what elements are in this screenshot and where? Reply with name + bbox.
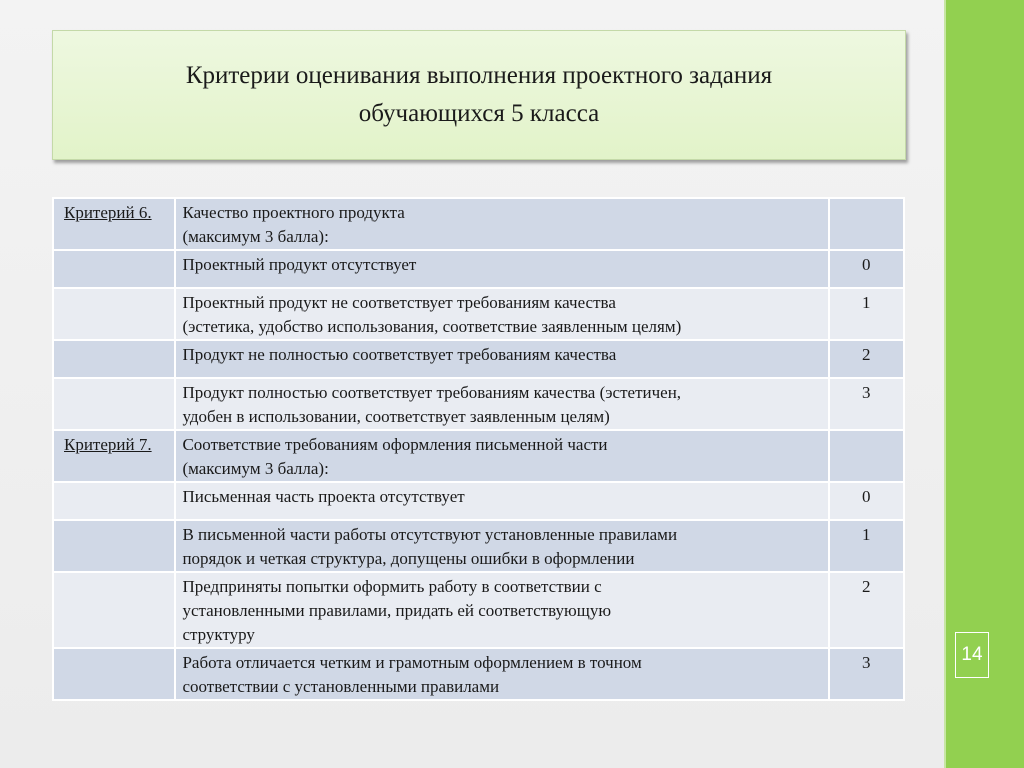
score-cell: 2: [829, 340, 904, 378]
criterion-label: [60, 383, 64, 402]
criterion-description: Проектный продукт отсутствует: [175, 250, 828, 288]
slide-title: Критерии оценивания выполнения проектного задания обучающихся 5 класса: [185, 62, 773, 127]
criterion-label: Критерий 7.: [64, 435, 152, 454]
score-cell: 2: [829, 572, 904, 648]
table-row: [53, 288, 904, 340]
criterion-label: [60, 577, 64, 596]
criterion-description: Качество проектного продукта (максимум 3 балла):: [175, 198, 828, 250]
table-row: [53, 520, 904, 572]
criterion-label-cell: [53, 648, 175, 700]
table-row: [53, 340, 904, 378]
criterion-label-cell: [53, 482, 175, 520]
criterion-label-cell: [53, 520, 175, 572]
criterion-description: Соответствие требованиям оформления письменной части (максимум 3 балла):: [175, 430, 828, 482]
title-box: [52, 30, 906, 160]
criterion-description: Проектный продукт не соответствует требованиям качества (эстетика, удобство использования, соответствие заявленным целям): [175, 288, 828, 340]
score-cell: [829, 430, 904, 482]
criterion-description: Работа отличается четким и грамотным оформлением в точном соответствии с установленными правилами: [175, 648, 828, 700]
score-cell: 1: [829, 520, 904, 572]
criterion-label-cell: [53, 378, 175, 430]
criterion-label-cell: [53, 572, 175, 648]
table-row: [53, 572, 904, 648]
table-row: [53, 430, 904, 482]
page-number: 14: [955, 632, 989, 678]
score-cell: 1: [829, 288, 904, 340]
criterion-description: Продукт не полностью соответствует требованиям качества: [175, 340, 828, 378]
table-row: [53, 378, 904, 430]
score-cell: 3: [829, 648, 904, 700]
criterion-description: В письменной части работы отсутствуют установленные правилами порядок и четкая структура, допущены ошибки в оформлении: [175, 520, 828, 572]
table-row: [53, 198, 904, 250]
criterion-description: Продукт полностью соответствует требованиям качества (эстетичен, удобен в использовании, соответствует заявленным целям): [175, 378, 828, 430]
criterion-label-cell: [53, 288, 175, 340]
table-row: [53, 648, 904, 700]
criteria-table: [52, 197, 905, 701]
criterion-label-cell: [53, 340, 175, 378]
score-cell: [829, 198, 904, 250]
criterion-description: Письменная часть проекта отсутствует: [175, 482, 828, 520]
criterion-label: [60, 345, 64, 364]
criterion-label: [60, 525, 64, 544]
score-cell: 0: [829, 250, 904, 288]
criterion-label-cell: [53, 198, 175, 250]
table-row: [53, 250, 904, 288]
score-cell: 0: [829, 482, 904, 520]
score-cell: 3: [829, 378, 904, 430]
criterion-label-cell: [53, 430, 175, 482]
criterion-label: Критерий 6.: [64, 203, 152, 222]
criterion-label: [60, 487, 64, 506]
criterion-label: [60, 293, 64, 312]
criterion-label: [60, 653, 64, 672]
criterion-label: [60, 255, 64, 274]
criterion-description: Предприняты попытки оформить работу в соответствии с установленными правилами, придать ей соответствующую структуру: [175, 572, 828, 648]
table-row: [53, 482, 904, 520]
criterion-label-cell: [53, 250, 175, 288]
